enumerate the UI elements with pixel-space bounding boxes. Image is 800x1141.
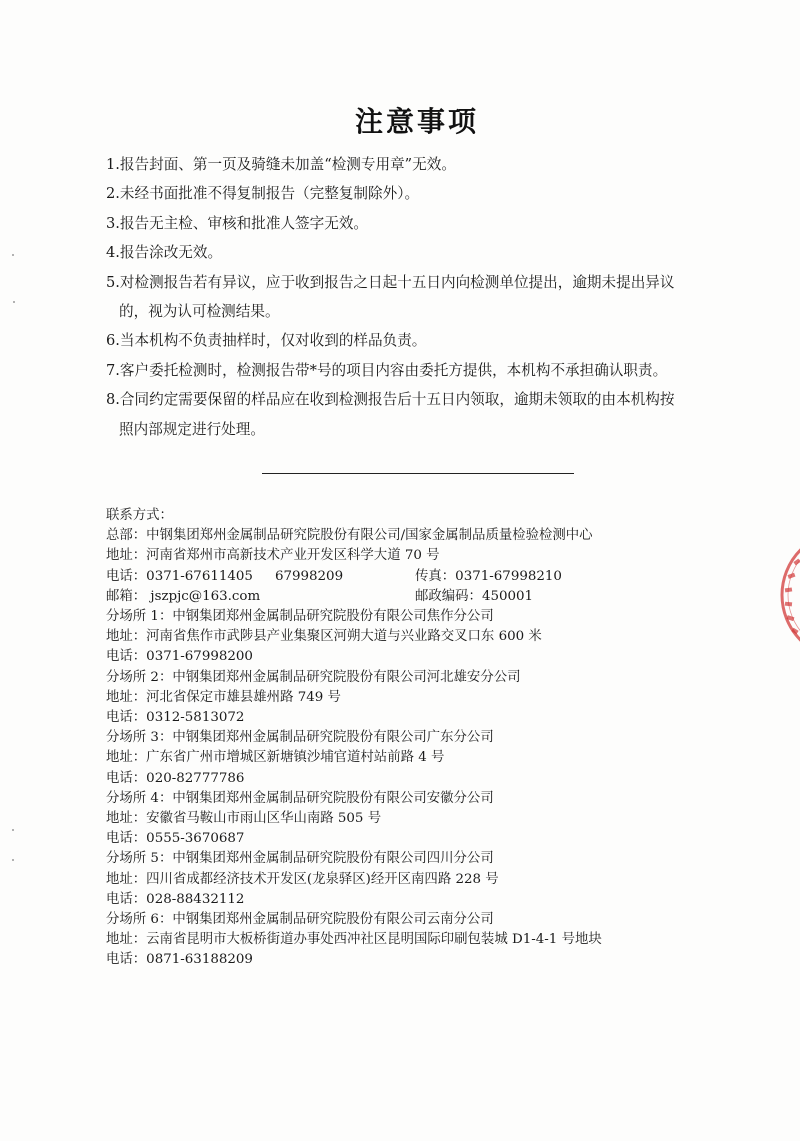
notice-item-5-continuation: 的，视为认可检测结果。 [119,303,280,321]
notice-item-8-continuation: 照内部规定进行处理。 [119,420,265,438]
branch-6-name: 分场所 6：中钢集团郑州金属制品研究院股份有限公司云南分公司 [106,912,494,928]
headquarters-address: 地址：河南省郑州市高新技术产业开发区科学大道 70 号 [106,548,440,564]
contact-heading: 联系方式： [106,508,173,523]
notice-item-6: 6.当本机构不负责抽样时，仅对收到的样品负责。 [106,332,427,350]
headquarters-phone-row [106,567,726,587]
branch-4-address: 地址：安徽省马鞍山市雨山区华山南路 505 号 [106,811,382,827]
branch-1-name: 分场所 1：中钢集团郑州金属制品研究院股份有限公司焦作分公司 [106,609,494,625]
contact-section [106,506,726,971]
scan-speck [12,254,14,256]
branch-2-phone: 电话：0312-5813072 [106,710,245,726]
branch-6-phone: 电话：0871-63188209 [106,952,253,968]
branch-4-phone: 电话：0555-3670687 [106,831,245,847]
branch-3-name: 分场所 3：中钢集团郑州金属制品研究院股份有限公司广东分公司 [106,730,494,746]
page-title: 注意事项 [354,105,479,138]
notice-item-7: 7.客户委托检测时，检测报告带*号的项目内容由委托方提供，本机构不承担确认职责。 [106,361,668,379]
branch-6-address: 地址：云南省昆明市大板桥街道办事处西冲社区昆明国际印刷包装城 D1-4-1 号地块 [106,932,602,948]
headquarters-fax: 传真：0371-67998210 [415,568,562,584]
headquarters-email-row [106,587,726,607]
notice-item-5: 5.对检测报告若有异议，应于收到报告之日起十五日内向检测单位提出，逾期未提出异议 [106,273,675,291]
notice-item-3: 3.报告无主检、审核和批准人签字无效。 [106,214,369,232]
branch-5-address: 地址：四川省成都经济技术开发区(龙泉驿区)经开区南四路 228 号 [106,871,499,887]
headquarters-email: 邮箱： jszpjc@163.com [106,588,261,604]
headquarters-phone-label: 电话： [106,568,147,584]
notice-item-1: 1.报告封面、第一页及骑缝未加盖“检测专用章”无效。 [106,156,456,173]
headquarters-postcode: 邮政编码：450001 [415,588,534,604]
notice-item-8: 8.合同约定需要保留的样品应在收到检测报告后十五日内领取，逾期未领取的由本机构按 [106,391,675,409]
branch-5-phone: 电话：028-88432112 [106,891,245,907]
section-divider [262,473,574,474]
branch-4-name: 分场所 4：中钢集团郑州金属制品研究院股份有限公司安徽分公司 [106,790,494,806]
branch-2-name: 分场所 2：中钢集团郑州金属制品研究院股份有限公司河北雄安分公司 [106,669,521,685]
headquarters-phone-2: 67998209 [274,568,344,584]
branch-5-name: 分场所 5：中钢集团郑州金属制品研究院股份有限公司四川分公司 [106,851,494,867]
notice-item-4: 4.报告涂改无效。 [106,244,223,262]
branch-3-phone: 电话：020-82777786 [106,770,245,786]
branch-1-phone: 电话：0371-67998200 [106,649,253,665]
scan-speck [12,829,14,831]
seal-stamp-icon [768,520,800,670]
notice-item-2: 2.未经书面批准不得复制报告（完整复制除外）。 [106,185,420,203]
headquarters-phone-1: 0371-67611405 [146,568,253,584]
branch-3-address: 地址：广东省广州市增城区新塘镇沙埔官道村站前路 4 号 [106,750,445,766]
notice-list [106,150,766,444]
branch-2-address: 地址：河北省保定市雄县雄州路 749 号 [106,689,341,705]
scan-speck [12,859,14,861]
scan-speck [13,301,15,303]
branch-1-address: 地址：河南省焦作市武陟县产业集聚区河朔大道与兴业路交叉口东 600 米 [106,629,542,645]
headquarters-name: 总部：中钢集团郑州金属制品研究院股份有限公司/国家金属制品质量检验检测中心 [106,528,593,544]
